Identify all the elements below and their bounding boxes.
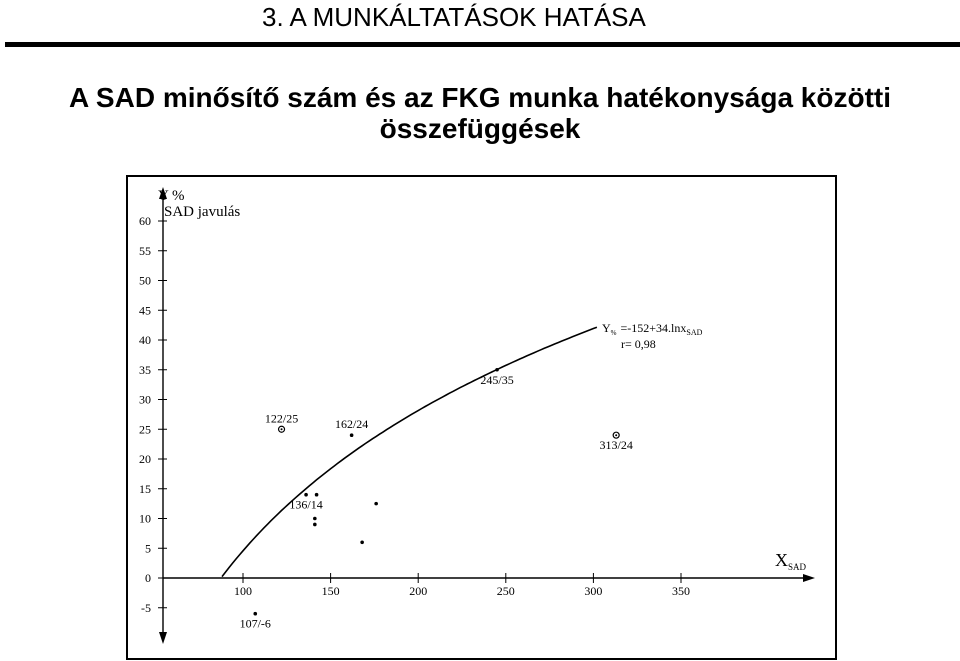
y-tick-label: -5	[141, 600, 151, 615]
y-tick-label: 55	[139, 243, 151, 258]
data-point-label: 245/35	[480, 372, 514, 387]
y-tick-label: 60	[139, 214, 151, 228]
x-tick-label: 350	[672, 584, 690, 598]
slide-title-line2: összefüggések	[379, 113, 581, 144]
fit-r-value: r= 0,98	[621, 337, 656, 351]
data-point-marker	[374, 502, 378, 506]
data-point-marker	[313, 523, 317, 527]
y-tick-label: 5	[145, 541, 151, 556]
y-tick-label: 45	[139, 303, 151, 318]
y-tick-label: 0	[145, 571, 151, 585]
slide-title-line1: A SAD minősítő szám és az FKG munka hatékonysága közötti	[68, 82, 892, 113]
fit-equation-sub: %	[610, 329, 617, 337]
section-title: 3. A MUNKÁLTATÁSOK HATÁSA	[262, 2, 646, 32]
data-point-label: 122/25	[264, 411, 299, 426]
x-tick-label: 300	[584, 584, 603, 598]
fit-equation-body: =-152+34.lnx	[620, 321, 687, 335]
x-tick-label: 150	[321, 584, 340, 598]
data-point-marker	[253, 612, 257, 616]
y-tick-label: 10	[139, 511, 151, 526]
y-tick-label: 20	[139, 452, 151, 466]
slide-title	[0, 82, 960, 144]
y-tick-label: 15	[139, 481, 151, 496]
data-point-marker	[315, 493, 319, 497]
y-tick-label: 25	[139, 422, 151, 437]
title-rule	[5, 42, 960, 47]
x-tick-label: 200	[409, 584, 428, 598]
x-axis-label-main: X	[775, 550, 788, 570]
data-point-marker	[313, 517, 317, 521]
fit-equation-tail: SAD	[686, 328, 703, 337]
x-tick-label: 250	[496, 584, 515, 598]
y-tick-label: 35	[139, 362, 151, 377]
data-point-label: 313/24	[599, 438, 633, 453]
data-point-label: 162/24	[334, 417, 369, 432]
y-tick-label: 40	[139, 333, 151, 347]
data-point-marker	[495, 368, 499, 372]
data-point-label: 136/14	[289, 497, 323, 512]
y-tick-label: 50	[139, 273, 151, 288]
y-axis-label-line1: Y %	[158, 188, 185, 204]
data-point-label: 107/-6	[239, 616, 271, 631]
fit-equation-prefix: Y	[602, 321, 611, 335]
data-point-marker	[304, 493, 308, 497]
scatter-chart	[126, 175, 838, 661]
y-tick-label: 30	[139, 392, 151, 407]
data-point-center	[281, 428, 283, 430]
data-point-marker	[350, 433, 354, 437]
x-tick-label: 100	[234, 584, 252, 598]
data-point-marker	[360, 541, 364, 545]
data-point-center	[615, 434, 617, 436]
x-axis-label-sub: SAD	[788, 562, 807, 572]
y-axis-label-line2: SAD javulás	[164, 204, 241, 220]
